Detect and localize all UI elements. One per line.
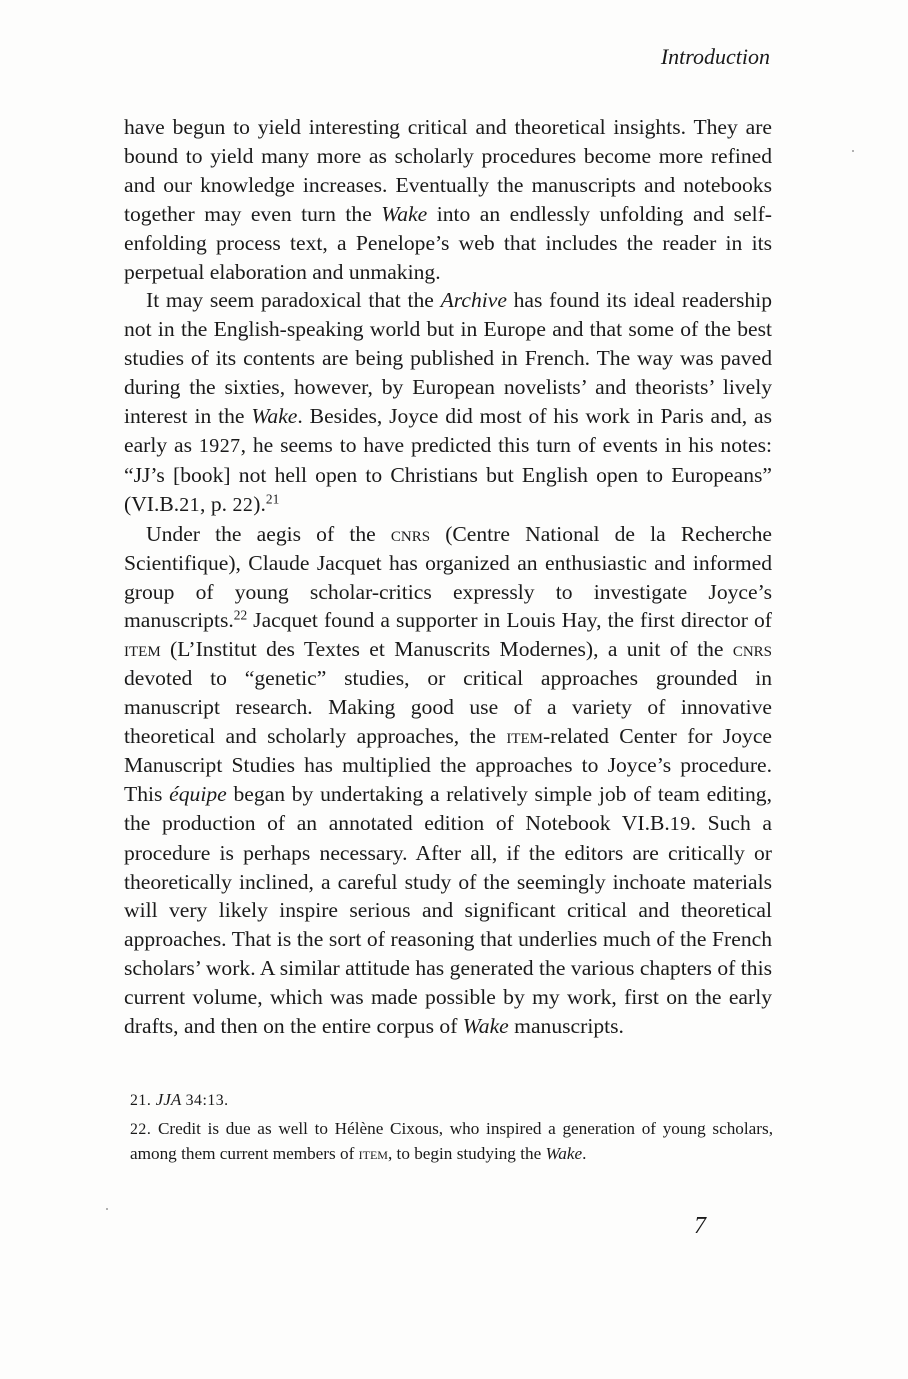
paragraph-3-text-h: . Such a procedure is perhaps necessary. After all, if the editors are critically or theoretically inclined, a careful study of the seemingly inchoate materials will very likely inspire serious and significant critical and theoretical approaches. That is the sort of reasoning that underlies much of the French scholars’ work. A similar attitude has generated the various chapters of this current volume, which was made possible by my work, first on the early drafts, and then on the entire corpus of: [124, 810, 772, 1039]
paragraph-3-cnrs-acronym-2: cnrs: [732, 637, 772, 662]
footnote-22: [130, 1117, 773, 1166]
paragraph-3-text-e: devoted to “genetic” studies, or critical approaches grounded in manuscript research. Making good use of a variety of innovative theoretical and scholarly approaches, the: [124, 666, 772, 749]
paragraph-3-equipe: équipe: [169, 781, 227, 806]
paragraph-3-text-g: began by undertaking a relatively simple job of team editing, the production of an annotated edition of Notebook VI.B.: [124, 781, 772, 835]
paragraph-3-item-acronym: item: [124, 637, 161, 662]
paragraph-2-text-d: , he seems to have predicted this turn of events in his notes: “JJ’s [book] not hell open to Christians but English open to Europeans” (VI.B.: [124, 432, 772, 516]
paragraph-2-text-a: It may seem paradoxical that the: [146, 288, 441, 313]
footnote-22-text-a: Credit is due as well to Hélène Cixous, who inspired a generation of young scholars, among them current members of: [130, 1119, 773, 1163]
paragraph-2-archive-title: Archive: [440, 288, 507, 313]
running-header: Introduction: [660, 44, 770, 69]
footnote-ref-21[interactable]: 21: [265, 491, 280, 507]
paragraph-2-text-f: ).: [253, 491, 266, 516]
paragraph-1-text-a: have begun to yield interesting critical and theoretical insights. They are bound to yield many more as scholarly procedures become more refined and our knowledge increases. Eventually the manuscripts and notebooks together may even turn the: [124, 115, 772, 226]
paragraph-2-text-e: , p.: [200, 491, 233, 516]
paragraph-3-text-b: (Centre National de la Recherche Scientifique), Claude Jacquet has organized an enthusiastic and informed group of young scholar-critics expressly to investigate Joyce’s manuscripts.: [124, 521, 772, 633]
paragraph-2-text-b: has found its ideal readership not in the English-speaking world but in Europe and that some of the best studies of its contents are being published in French. The way was paved during the sixties, however, by European novelists’ and theorists’ lively interest in the: [124, 288, 772, 429]
scan-speck: [106, 1208, 108, 1210]
footnotes: [130, 1088, 773, 1166]
footnote-ref-22[interactable]: 22: [233, 608, 248, 624]
footnote-21-number: 21.: [130, 1092, 152, 1109]
footnote-22-wake-title: Wake: [545, 1144, 583, 1163]
paragraph-2-wake-title: Wake: [251, 404, 298, 429]
paragraph-3-text-i: manuscripts.: [508, 1014, 624, 1039]
page-number: 7: [694, 1213, 706, 1239]
paragraph-3-cnrs-acronym: cnrs: [390, 521, 431, 546]
paragraph-1-wake-title: Wake: [381, 201, 428, 226]
paragraph-3-text-d: (L’Institut des Textes et Manuscrits Modernes), a unit of the: [160, 637, 733, 662]
footnote-22-text-b: , to begin studying the: [387, 1144, 546, 1163]
paragraph-3-wake-title: Wake: [462, 1014, 509, 1039]
footnote-22-number: 22.: [130, 1121, 152, 1138]
paragraph-2-text-c: . Besides, Joyce did most of his work in Paris and, as early as: [124, 404, 772, 457]
body-text: [124, 113, 772, 1041]
footnote-21-reference: 34:13.: [185, 1092, 229, 1109]
paragraph-3-notebook-number: 19: [669, 812, 691, 835]
footnote-21-jja: JJA: [155, 1090, 182, 1109]
paragraph-2-page-number: 22: [232, 493, 254, 516]
paragraph-2-year: 1927: [198, 434, 241, 457]
paragraph-3: [124, 520, 772, 1041]
paragraph-2-notebook-number: 21: [179, 493, 201, 516]
paragraph-3-text-a: Under the aegis of the: [146, 521, 391, 546]
paragraph-1-text-b: into an endlessly unfolding and self-enfolding process text, a Penelope’s web that includes the reader in its perpetual elaboration and unmaking.: [124, 201, 772, 284]
paragraph-1: [124, 113, 772, 286]
paragraph-2: [124, 286, 772, 519]
footnote-21: [130, 1088, 773, 1113]
footnote-22-text-c: .: [582, 1144, 587, 1163]
scan-speck: [852, 150, 854, 152]
footnote-22-item-acronym: item: [358, 1144, 388, 1163]
paragraph-3-text-c: Jacquet found a supporter in Louis Hay, the first director of: [247, 608, 772, 633]
paragraph-3-text-f: -related Center for Joyce Manuscript Studies has multiplied the approaches to Joyce’s procedure. This: [124, 724, 772, 806]
paragraph-3-item-acronym-2: item: [506, 724, 543, 749]
